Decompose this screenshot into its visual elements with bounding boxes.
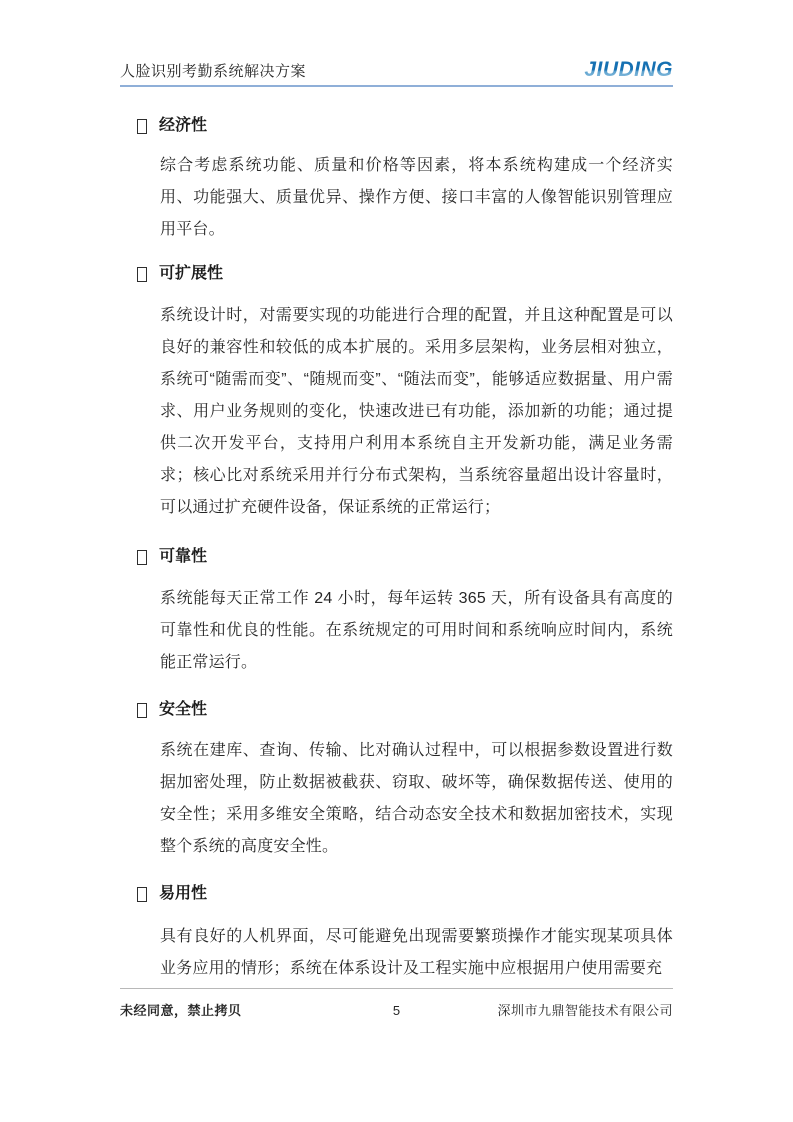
section-paragraph: 具有良好的人机界面，尽可能避免出现需要繁琐操作才能实现某项具体业务应用的情形；系统在体系设计及工程实施中应根据用户使用需要充 [160, 928, 673, 977]
section-heading: 可扩展性 [159, 265, 224, 282]
section-heading-row [120, 110, 673, 142]
section-reliability [120, 541, 673, 679]
bullet-square-icon [137, 550, 147, 565]
footer-page-number: 5 [392, 1003, 401, 1018]
section-heading: 易用性 [159, 885, 208, 902]
bullet-square-icon [137, 119, 147, 134]
section-heading: 经济性 [159, 117, 208, 134]
bullet-square-icon [137, 267, 147, 282]
bullet-square-icon [137, 703, 147, 718]
section-paragraph: 系统设计时，对需要实现的功能进行合理的配置，并且这种配置是可以良好的兼容性和较低的成本扩展的。采用多层架构，业务层相对独立，系统可“随需而变”、“随规而变”、“随法而变”，能够适应数据量、用户需求、用户业务规则的变化，快速改进已有功能，添加新的功能；通过提供二次开发平台，支持用户利用本系统自主开发新功能，满足业务需求；核心比对系统采用并行分布式架构，当系统容量超出设计容量时，可以通过扩充硬件设备，保证系统的正常运行； [160, 307, 673, 516]
footer-copy-notice: 未经同意，禁止拷贝 [120, 1003, 242, 1018]
section-heading-row [120, 541, 673, 573]
bullet-square-icon [137, 887, 147, 902]
page-header [120, 0, 673, 87]
section-heading: 安全性 [159, 701, 208, 718]
section-paragraph: 系统在建库、查询、传输、比对确认过程中，可以根据参数设置进行数据加密处理，防止数据被截获、窃取、破坏等，确保数据传送、使用的安全性；采用多维安全策略，结合动态安全技术和数据加密技术，实现整个系统的高度安全性。 [160, 742, 673, 855]
section-paragraph: 系统能每天正常工作 24 小时，每年运转 365 天，所有设备具有高度的可靠性和优良的性能。在系统规定的可用时间和系统响应时间内，系统能正常运行。 [160, 590, 673, 671]
section-heading: 可靠性 [159, 548, 208, 565]
document-title: 人脸识别考勤系统解决方案 [120, 63, 307, 80]
section-scalability [120, 258, 673, 524]
section-heading-row [120, 694, 673, 726]
jiuding-logo: JIUDING [584, 58, 673, 81]
section-heading-row [120, 258, 673, 290]
page-footer [120, 988, 673, 1019]
section-paragraph: 综合考虑系统功能、质量和价格等因素，将本系统构建成一个经济实用、功能强大、质量优异、操作方便、接口丰富的人像智能识别管理应用平台。 [160, 157, 673, 238]
section-security [120, 694, 673, 863]
section-heading-row [120, 878, 673, 910]
document-body [120, 110, 673, 985]
section-economy [120, 110, 673, 246]
footer-company-name: 深圳市九鼎智能技术有限公司 [497, 1003, 674, 1018]
section-usability [120, 878, 673, 985]
